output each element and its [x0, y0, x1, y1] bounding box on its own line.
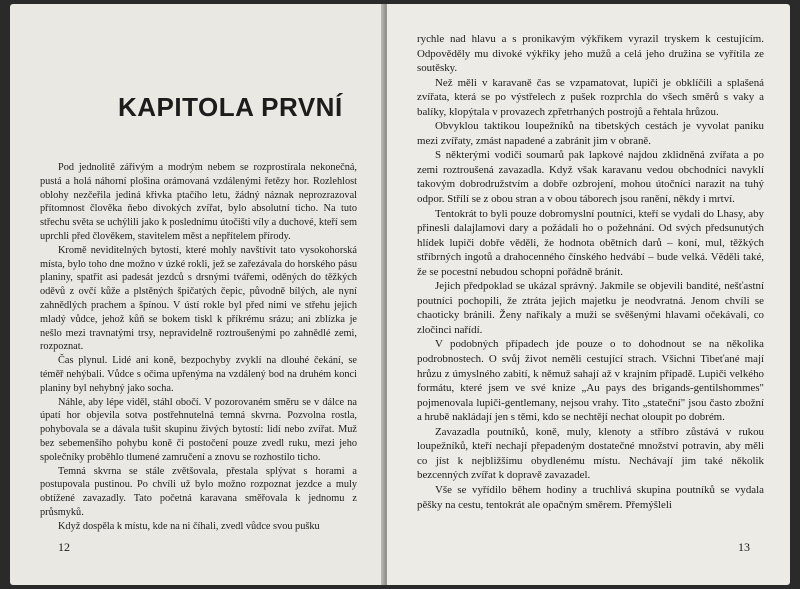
- paragraph: Kromě neviditelných bytostí, které mohly navštívit tato vysokohorská místa, bylo toho dne možno v úzké rokli, jež se zařezávala do horského pásu planiny, spatřit asi padesát jezdců s drsnými tvářemi, oděných do těžkých oděvů z ovčí kůže a plstěných špičatých čepic, původně bílých, ale nyní zahnědlých prachem a špínou. V ústí rokle byl před nimi ve střehu jejich mladý vůdce, jehož kůň se bokem tiskl k příkrému srázu; ani zblízka je nešlo mezi travnatými trsy, nepravidelně roztroušenými po zahnědlé zemi, rozpoznat.: [40, 244, 357, 353]
- right-page: [387, 4, 790, 585]
- paragraph: Vše se vyřídilo během hodiny a truchlivá skupina poutníků se vydala pěšky na cestu, tentokrát ale opačným směrem. Přemýšleli: [417, 483, 764, 511]
- left-page: [10, 4, 385, 585]
- paragraph: Když dospěla k místu, kde na ni číhali, zvedl vůdce svou pušku: [58, 520, 320, 532]
- paragraph: Čas plynul. Lidé ani koně, bezpochyby zvyklí na dlouhé čekání, se téměř nehýbali. Vůdce s očima upřenýma na vzdálený bod na druhém konci planiny byl nehybný jako socha.: [40, 355, 357, 394]
- paragraph: Než měli v karavaně čas se vzpamatovat, lupiči je obklíčili a splašená zvířata, která se po výstřelech z pušek rozprchla do všech směrů s vaky a balíky, klopýtala v provazech zpřetrhaných postrojů a řehtala hrůzou.: [417, 76, 764, 118]
- page-number-right: 13: [738, 540, 750, 554]
- paragraph: Obvyklou taktikou loupežníků na tibetských cestách je vyvolat paniku mezi zvířaty, zmást napadené a zabránit jim v obraně.: [417, 120, 764, 147]
- right-page-text: [417, 32, 764, 512]
- paragraph: rychle nad hlavu a s pronikavým výkřikem vyrazil tryskem k cestujícím. Odpověděly mu divoké výkřiky jeho mužů a celá jeho družina se vyřítila ze soutěsky.: [417, 33, 764, 75]
- paragraph: S některými vodiči soumarů pak lapkové najdou zklidněná zvířata a po zemi roztroušená zavazadla. Když však karavanu vedou obchodníci navyklí takovým dobrodružstvím a dobře ozbrojení, mohou útočníci narazit na tuhý odpor. Střílí se z obou stran a v obou táborech jsou ranění, někdy i mrtví.: [417, 149, 764, 206]
- paragraph: Tentokrát to byli pouze dobromyslní poutníci, kteří se vydali do Lhasy, aby přinesli dalajlamovi dary a požádali ho o požehnání. Od svých předsunutých hlídek lupiči dobře věděli, že hodnota obětních darů – koní, mul, těžkých stříbrných ingotů a drahocenného čínského hedvábí – bude velká. Věděli také, že se pocestní nebudou schopni pořádně bránit.: [417, 207, 764, 278]
- paragraph: Pod jednolitě zářivým a modrým nebem se rozprostírala nekonečná, pustá a holá náhorní plošina orámovaná vzdálenými řetězy hor. Rozlehlost oblohy nezčeřila jediná křivka ptačího letu, žádný náznak neprozrazoval přítomnost člověka ňebo divokých zvířat, bylo absolutní ticho. Na tuto střechu světa se uchýlili jako k poslednímu útočišti víly a duchové, kteří sem uprchli před člověkem, stavitelem měst a nepřítelem přírody.: [40, 162, 357, 242]
- paragraph: Temná skvrna se stále zvětšovala, přestala splývat s horami a postupovala pustinou. Po chvíli už bylo možno rozpoznat jezdce a muly obtížené zavazadly. Tato početná karavana směřovala k jednomu z průsmyků.: [40, 465, 357, 518]
- page-number-left: 12: [58, 540, 70, 554]
- paragraph: Zavazadla poutníků, koně, muly, klenoty a stříbro zůstává v rukou loupežníků, kteří nechají přepadeným dostatečné množství potravin, aby měli co jíst k nejbližšímu obydlenému místu. Nechávají jim také několik bezcenných zvířat k dopravě zavazadel.: [417, 425, 764, 482]
- left-page-text: [40, 161, 357, 534]
- paragraph: V podobných případech jde pouze o to dohodnout se na několika podrobnostech. O svůj život neměli cestující strach. Všichni Tibeťané mají hrůzu z úmyslného zabití, k němuž sahají až v krajním případě. Lupiči velkého formátu, které jsem ve své knize „Au pays des brigands-gentilshommes" pojmenovala lupiči-gentlemany, nejsou vrahy. Tito „stateční" jsou často zbožní a hrubě nakládají jen s těmi, kdo se nechtějí nechat oloupit po dobrém.: [417, 338, 764, 424]
- paragraph: Jejich předpoklad se ukázal správný. Jakmile se objevili bandité, nešťastní poutníci pochopili, že ztráta jejich majetku je neodvratná. Jenom chvíli se chaoticky bránili. Ženy naříkaly a muži se svěšenými hlavami očekávali, co zločinci nařídí.: [417, 280, 764, 336]
- chapter-title: KAPITOLA PRVNÍ: [118, 92, 343, 122]
- paragraph: Náhle, aby lépe viděl, stáhl obočí. V pozorovaném směru se v dálce na úpatí hor objevila sotva postřehnutelná temná skvrna. Pozvolna rostla, pohybovala se a dávala tušit skupinu živých bytostí: lidí nebo zvířat. Muž bez sebemenšího pohybu koně či postočení pouze zvedl ruku, mezi jeho společníky proběhlo tlumené zamručení a znovu se rozhostilo ticho.: [40, 396, 357, 463]
